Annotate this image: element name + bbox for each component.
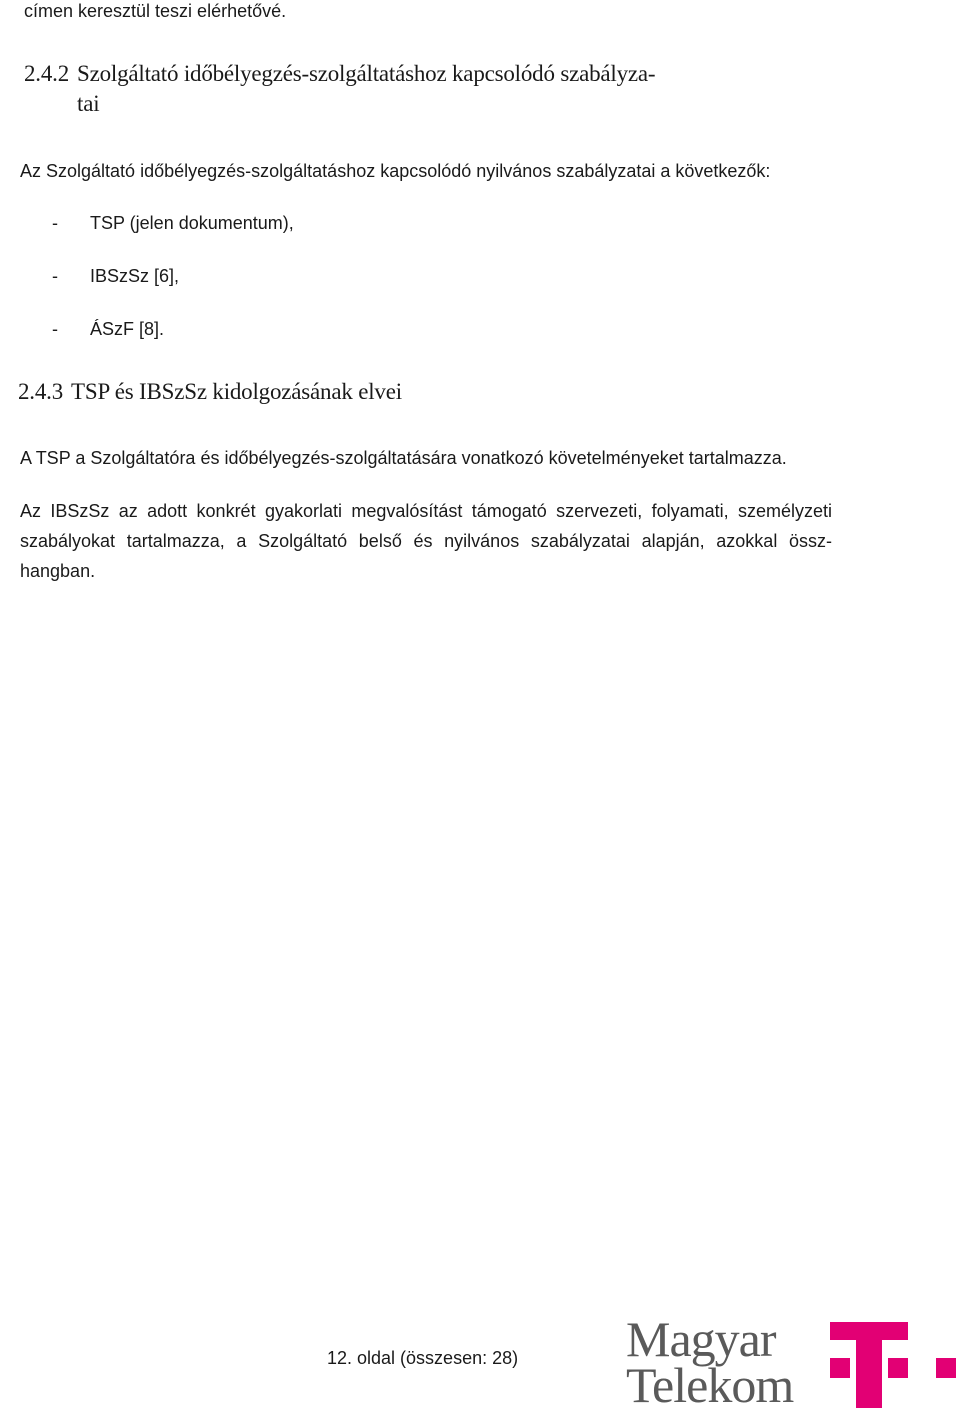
list-item-text: IBSzSz [6], bbox=[90, 266, 180, 286]
telekom-t-icon bbox=[824, 1318, 960, 1410]
section-heading-2-4-2 bbox=[24, 59, 784, 119]
list-dash: - bbox=[52, 213, 58, 233]
list-item bbox=[52, 316, 164, 342]
magyar-telekom-logo bbox=[626, 1311, 816, 1413]
paragraph: Az IBSzSz az adott konkrét gyakorlati megvalósítást támogató szervezeti, folyamati, személyzeti szabályokat tartalmazza, a Szolgáltató belső és nyilvános szabályzatai alapján, azokkal össz-hangban. bbox=[20, 501, 832, 581]
page-number: 12. oldal (összesen: 28) bbox=[327, 1348, 519, 1368]
list-item-text: TSP (jelen dokumentum), bbox=[90, 213, 294, 233]
continued-text: címen keresztül teszi elérhetővé. bbox=[24, 1, 287, 21]
section-number: 2.4.2 bbox=[24, 61, 70, 86]
logo-word-telekom: Telekom bbox=[626, 1357, 794, 1413]
list-dash: - bbox=[52, 319, 58, 339]
list-dash: - bbox=[52, 266, 58, 286]
intro-paragraph: Az Szolgáltató időbélyegzés-szolgáltatáshoz kapcsolódó nyilvános szabályzatai a következők: bbox=[20, 161, 771, 181]
list-item bbox=[52, 263, 179, 289]
list-item bbox=[52, 210, 294, 236]
section-title-line1: Szolgáltató időbélyegzés-szolgáltatáshoz kapcsolódó szabályza- bbox=[77, 61, 656, 86]
section-title: TSP és IBSzSz kidolgozásának elvei bbox=[71, 379, 402, 404]
list-item-text: ÁSzF [8]. bbox=[90, 319, 165, 339]
paragraph: A TSP a Szolgáltatóra és időbélyegzés-szolgáltatására vonatkozó követelményeket tartalmazza. bbox=[20, 448, 787, 468]
section-number: 2.4.3 bbox=[18, 379, 64, 404]
section-heading-2-4-3 bbox=[18, 377, 778, 407]
section-title-line2: tai bbox=[77, 91, 100, 116]
logo-word-magyar: Magyar bbox=[626, 1311, 776, 1367]
